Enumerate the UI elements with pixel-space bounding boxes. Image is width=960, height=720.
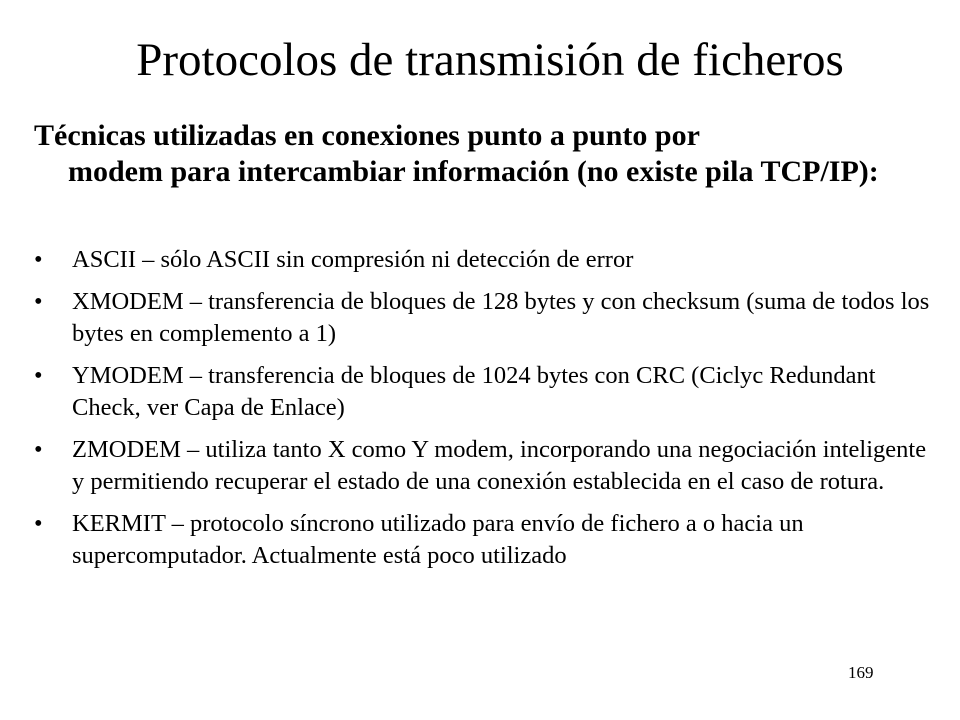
bullet-icon: • [34,288,43,315]
bullet-icon: • [34,510,43,537]
intro-continuation: modem para intercambiar información (no existe pila TCP/IP): [68,155,879,188]
bullet-item-kermit [34,508,934,572]
intro-heading [34,118,914,190]
bullet-icon: • [34,246,43,273]
bullet-text: YMODEM – transferencia de bloques de 1024 bytes con CRC (Ciclyc Redundant Check, ver Capa de Enlace) [72,362,876,421]
bullet-text: ASCII – sólo ASCII sin compresión ni detección de error [72,246,634,273]
bullet-item-ascii [34,244,934,276]
bullet-item-zmodem [34,434,934,498]
bullet-icon: • [34,362,43,389]
bullet-text: XMODEM – transferencia de bloques de 128 bytes y con checksum (suma de todos los bytes en complemento a 1) [72,288,930,347]
page-number: 169 [848,663,874,682]
intro-line-1: Técnicas utilizadas en conexiones punto a punto por [34,119,700,152]
bullet-list [34,244,934,582]
bullet-item-xmodem [34,286,934,350]
bullet-item-ymodem [34,360,934,424]
slide-title: Protocolos de transmisión de ficheros [136,34,844,86]
bullet-icon: • [34,436,43,463]
bullet-text: ZMODEM – utiliza tanto X como Y modem, incorporando una negociación inteligente y permitiendo recuperar el estado de una conexión establecida en el caso de rotura. [72,436,927,495]
bullet-text: KERMIT – protocolo síncrono utilizado para envío de fichero a o hacia un supercomputador. Actualmente está poco utilizado [72,510,804,569]
